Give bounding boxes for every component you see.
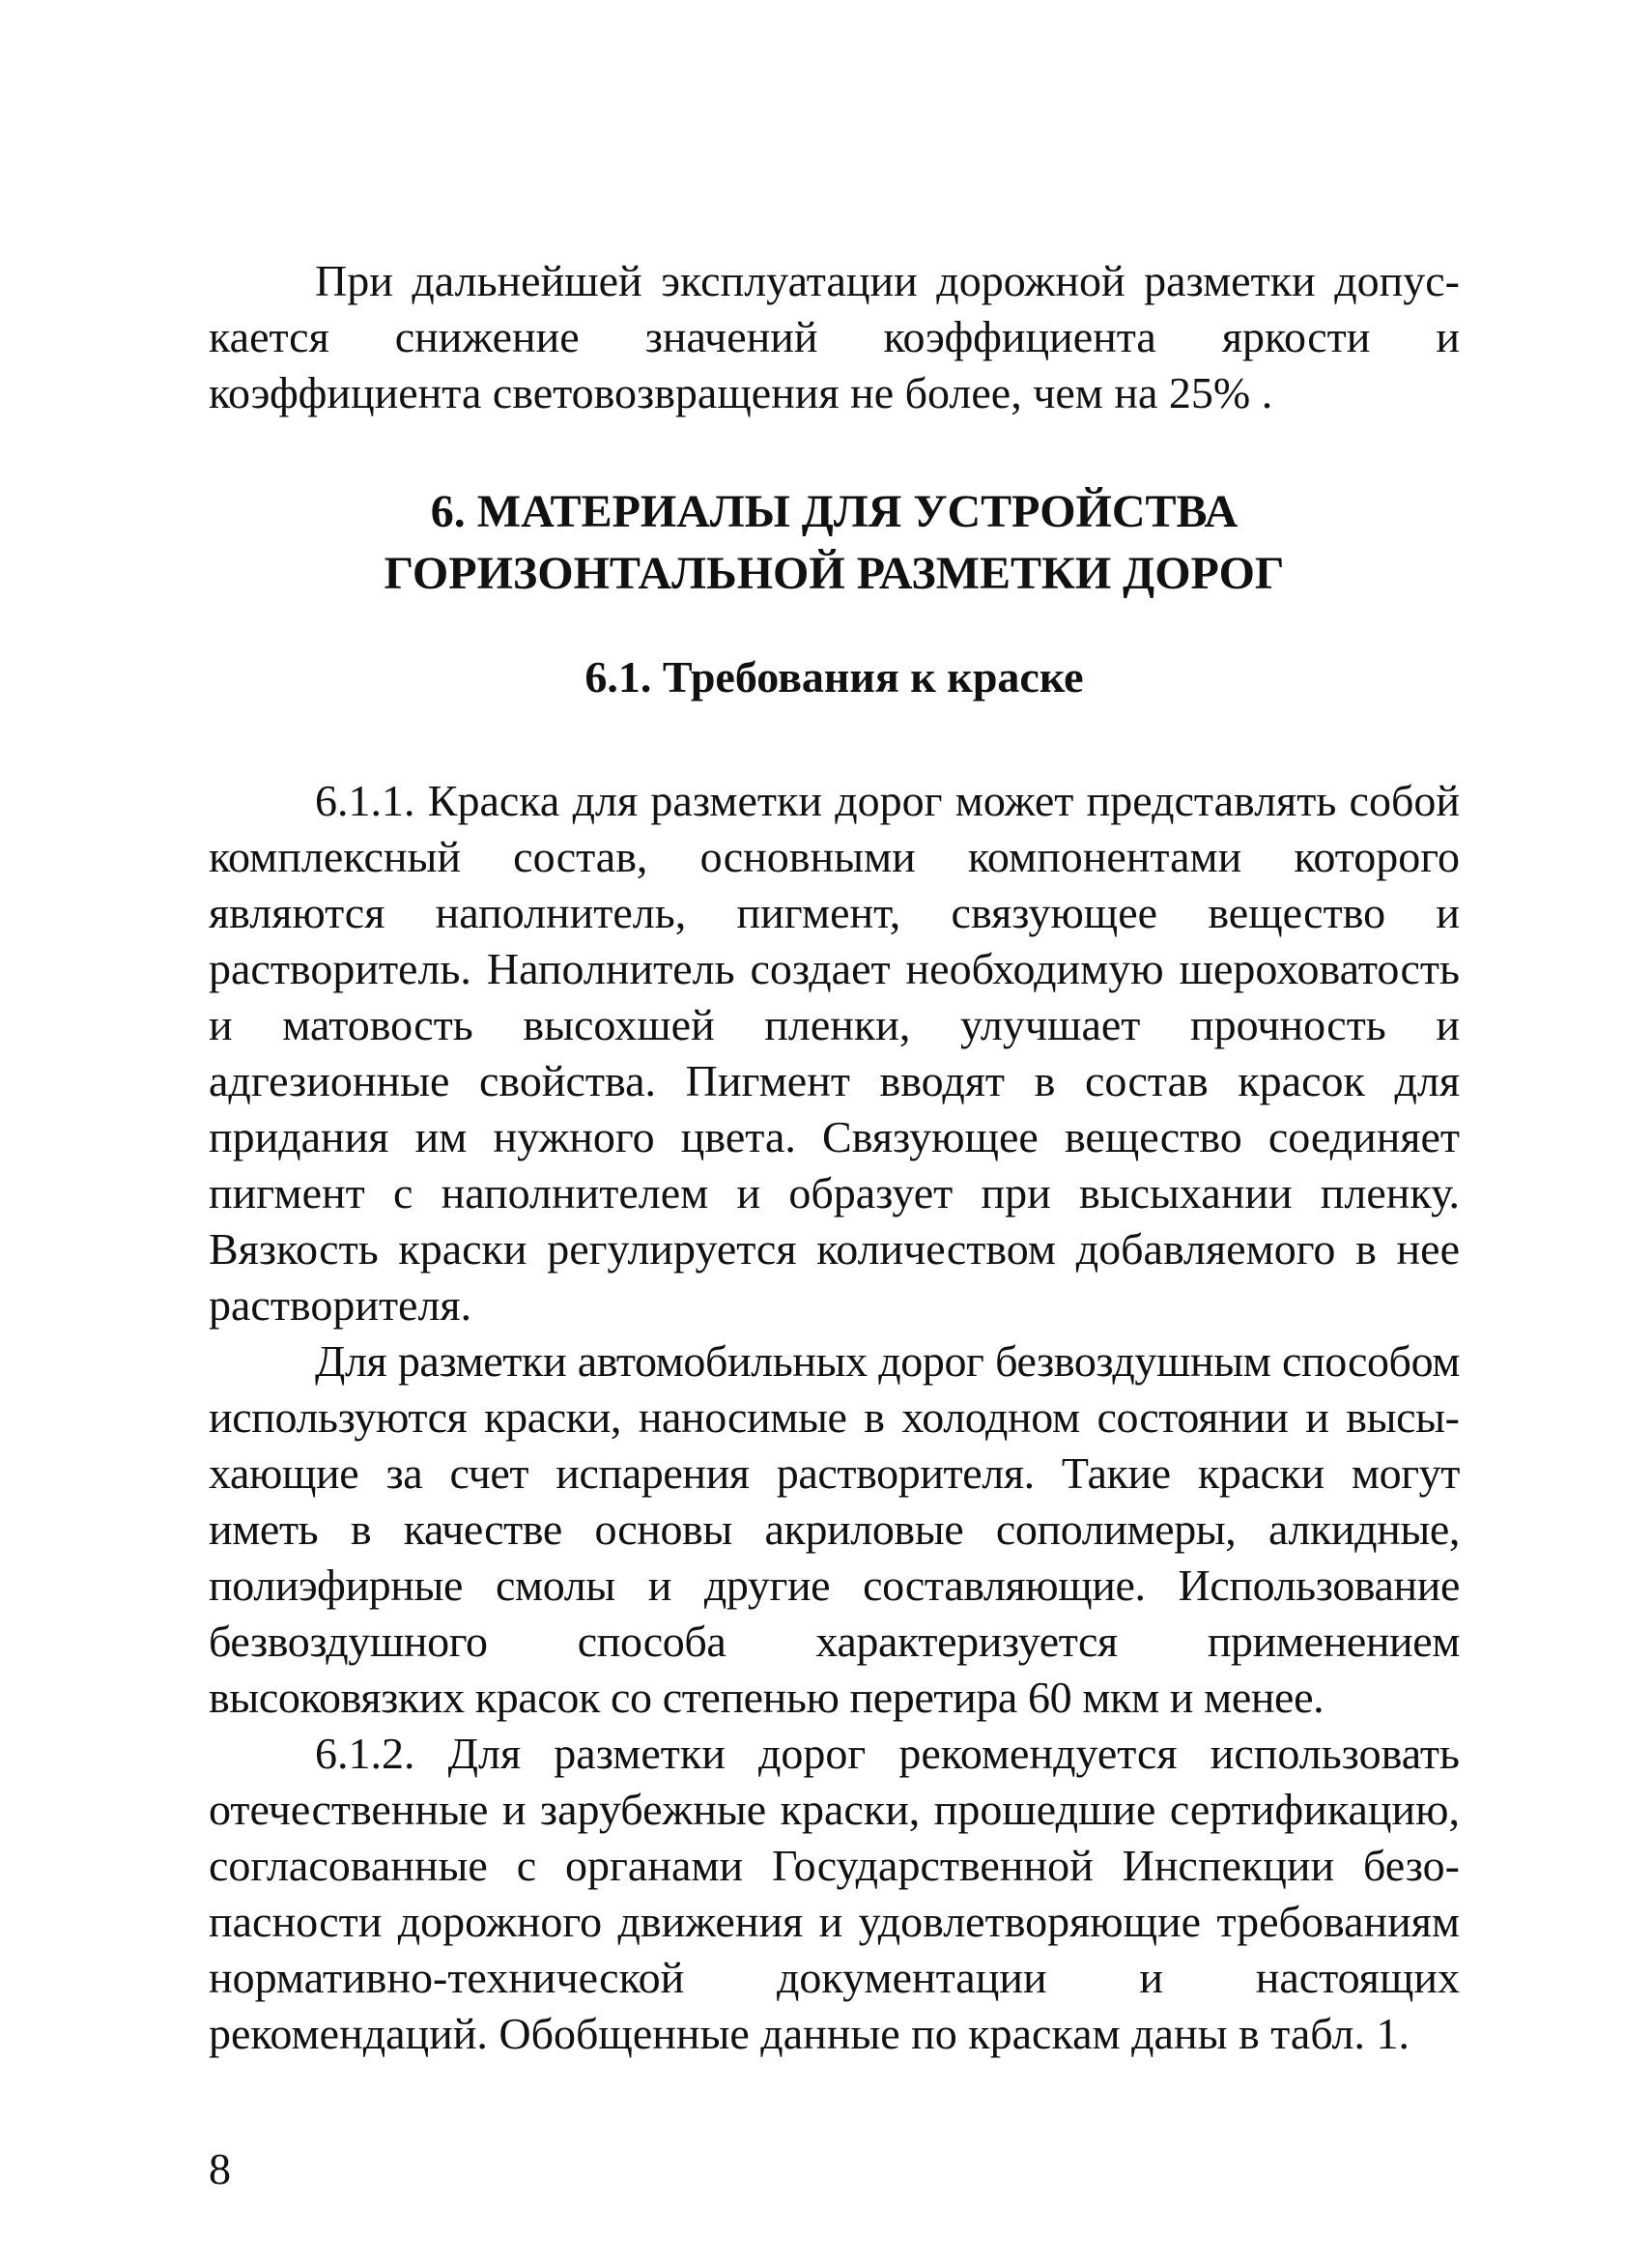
paragraph-airless-method: Для разметки автомобильных дорог безвоздушным способом используются краски, наносимые в холодном состоянии и высыхающие за счет испарения растворителя. Такие краски могут иметь в качестве основы акриловые сополимеры, алкидные, полиэфирные смолы и другие составляющие. Использование безвоздушного способа характеризуется применением высоковязких красок со степенью перетира 60 мкм и менее. — [209, 1336, 1460, 1722]
page-number: 8 — [209, 2144, 231, 2193]
subsection-title: 6.1. Требования к краске — [584, 652, 1084, 702]
paragraph-6-1-2: 6.1.2. Для разметки дорог рекомендуется использовать отечественные и зарубежные краски, прошедшие сертификацию, согласованные с органами Государственной Инспекции безопасности дорожного движения и удовлетворяющие требованиям нормативно-технической документации и настоящих рекомендаций. Обобщенные данные по краскам даны в табл. 1. — [209, 1729, 1460, 2058]
intro-paragraph: При дальнейшей эксплуатации дорожной разметки допускается снижение значений коэффициента яркости и коэффициента световозвращения не более, чем на 25% . — [209, 256, 1460, 417]
intro-block — [209, 253, 1460, 421]
section-heading: 6. МАТЕРИАЛЫ ДЛЯ УСТРОЙСТВА ГОРИЗОНТАЛЬНОЙ РАЗМЕТКИ ДОРОГ — [384, 486, 1285, 599]
paragraph-6-1-1: 6.1.1. Краска для разметки дорог может представлять собой комплексный состав, основными компонентами которого являются наполнитель, пигмент, связующее вещество и растворитель. Наполнитель создает необходимую шероховатость и матовость высохшей пленки, улучшает прочность и адгезионные свойства. Пигмент вводят в состав красок для придания им нужного цвета. Связующее вещество соединяет пигмент с наполнителем и образует при высыхании пленку. Вязкость краски регулируется количеством добавляемого в нее растворителя. — [209, 776, 1460, 1330]
body-text — [209, 773, 1460, 2062]
